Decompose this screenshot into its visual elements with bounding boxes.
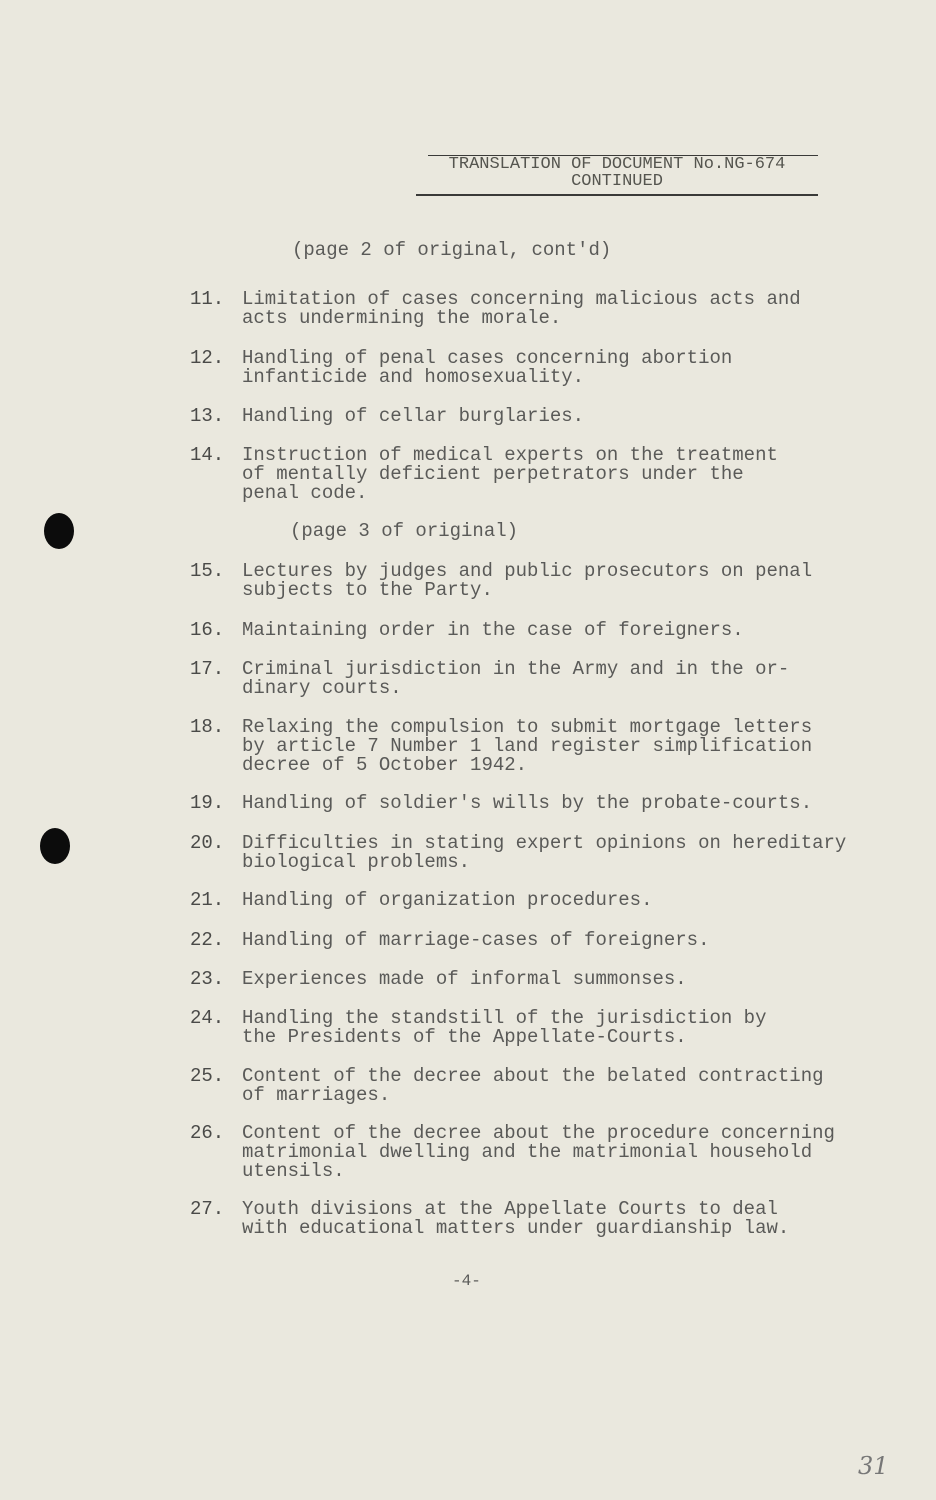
item-text: Youth divisions at the Appellate Courts to deal with educational matters under guardianship law. (242, 1198, 790, 1239)
item-number: 19. (190, 792, 225, 814)
item-text: Handling of marriage-cases of foreigners. (242, 929, 710, 951)
item-text: Handling of cellar burglaries. (242, 405, 585, 427)
item-number: 26. (190, 1122, 225, 1144)
item-text: Instruction of medical experts on the treatment of mentally deficient perpetrators under the penal code. (242, 444, 778, 504)
item-number: 22. (190, 929, 225, 951)
item-text: Handling the standstill of the jurisdiction by the Presidents of the Appellate-Courts. (242, 1007, 767, 1048)
item-text: Handling of soldier's wills by the probate-courts. (242, 792, 813, 814)
item-text: Handling of penal cases concerning abortion infanticide and homosexuality. (242, 347, 733, 388)
page-number: -4- (452, 1272, 481, 1290)
archive-number: 31 (858, 1452, 889, 1480)
item-text: Maintaining order in the case of foreigners. (242, 619, 744, 641)
section-note: (page 2 of original, cont'd) (292, 239, 612, 261)
header-title: TRANSLATION OF DOCUMENT No.NG-674 (448, 155, 786, 174)
item-number: 17. (190, 658, 225, 680)
item-text: Limitation of cases concerning malicious acts and acts undermining the morale. (242, 288, 801, 329)
item-number: 21. (190, 889, 225, 911)
item-text: Handling of organization procedures. (242, 889, 653, 911)
item-number: 13. (190, 405, 225, 427)
item-text: Criminal jurisdiction in the Army and in the or- dinary courts. (242, 658, 790, 699)
item-text: Lectures by judges and public prosecutors on penal subjects to the Party. (242, 560, 813, 601)
item-number: 14. (190, 444, 225, 466)
item-text: Content of the decree about the procedure concerning matrimonial dwelling and the matrimonial household utensils. (242, 1122, 835, 1182)
section-note: (page 3 of original) (290, 520, 519, 542)
item-number: 27. (190, 1198, 225, 1220)
item-number: 15. (190, 560, 225, 582)
item-number: 16. (190, 619, 225, 641)
item-number: 20. (190, 832, 225, 854)
item-number: 25. (190, 1065, 225, 1087)
item-number: 23. (190, 968, 225, 990)
item-text: Difficulties in stating expert opinions on hereditary biological problems. (242, 832, 847, 873)
item-number: 24. (190, 1007, 225, 1029)
header-bottom-rule (416, 194, 818, 196)
item-text: Content of the decree about the belated contracting of marriages. (242, 1065, 824, 1106)
item-number: 11. (190, 288, 225, 310)
item-text: Relaxing the compulsion to submit mortgage letters by article 7 Number 1 land register simplification decree of 5 October 1942. (242, 716, 813, 776)
punch-hole (44, 513, 74, 549)
header-subtitle: CONTINUED (571, 172, 663, 191)
document-header (416, 156, 818, 190)
item-text: Experiences made of informal summonses. (242, 968, 687, 990)
item-number: 12. (190, 347, 225, 369)
item-number: 18. (190, 716, 225, 738)
punch-hole (40, 828, 70, 864)
